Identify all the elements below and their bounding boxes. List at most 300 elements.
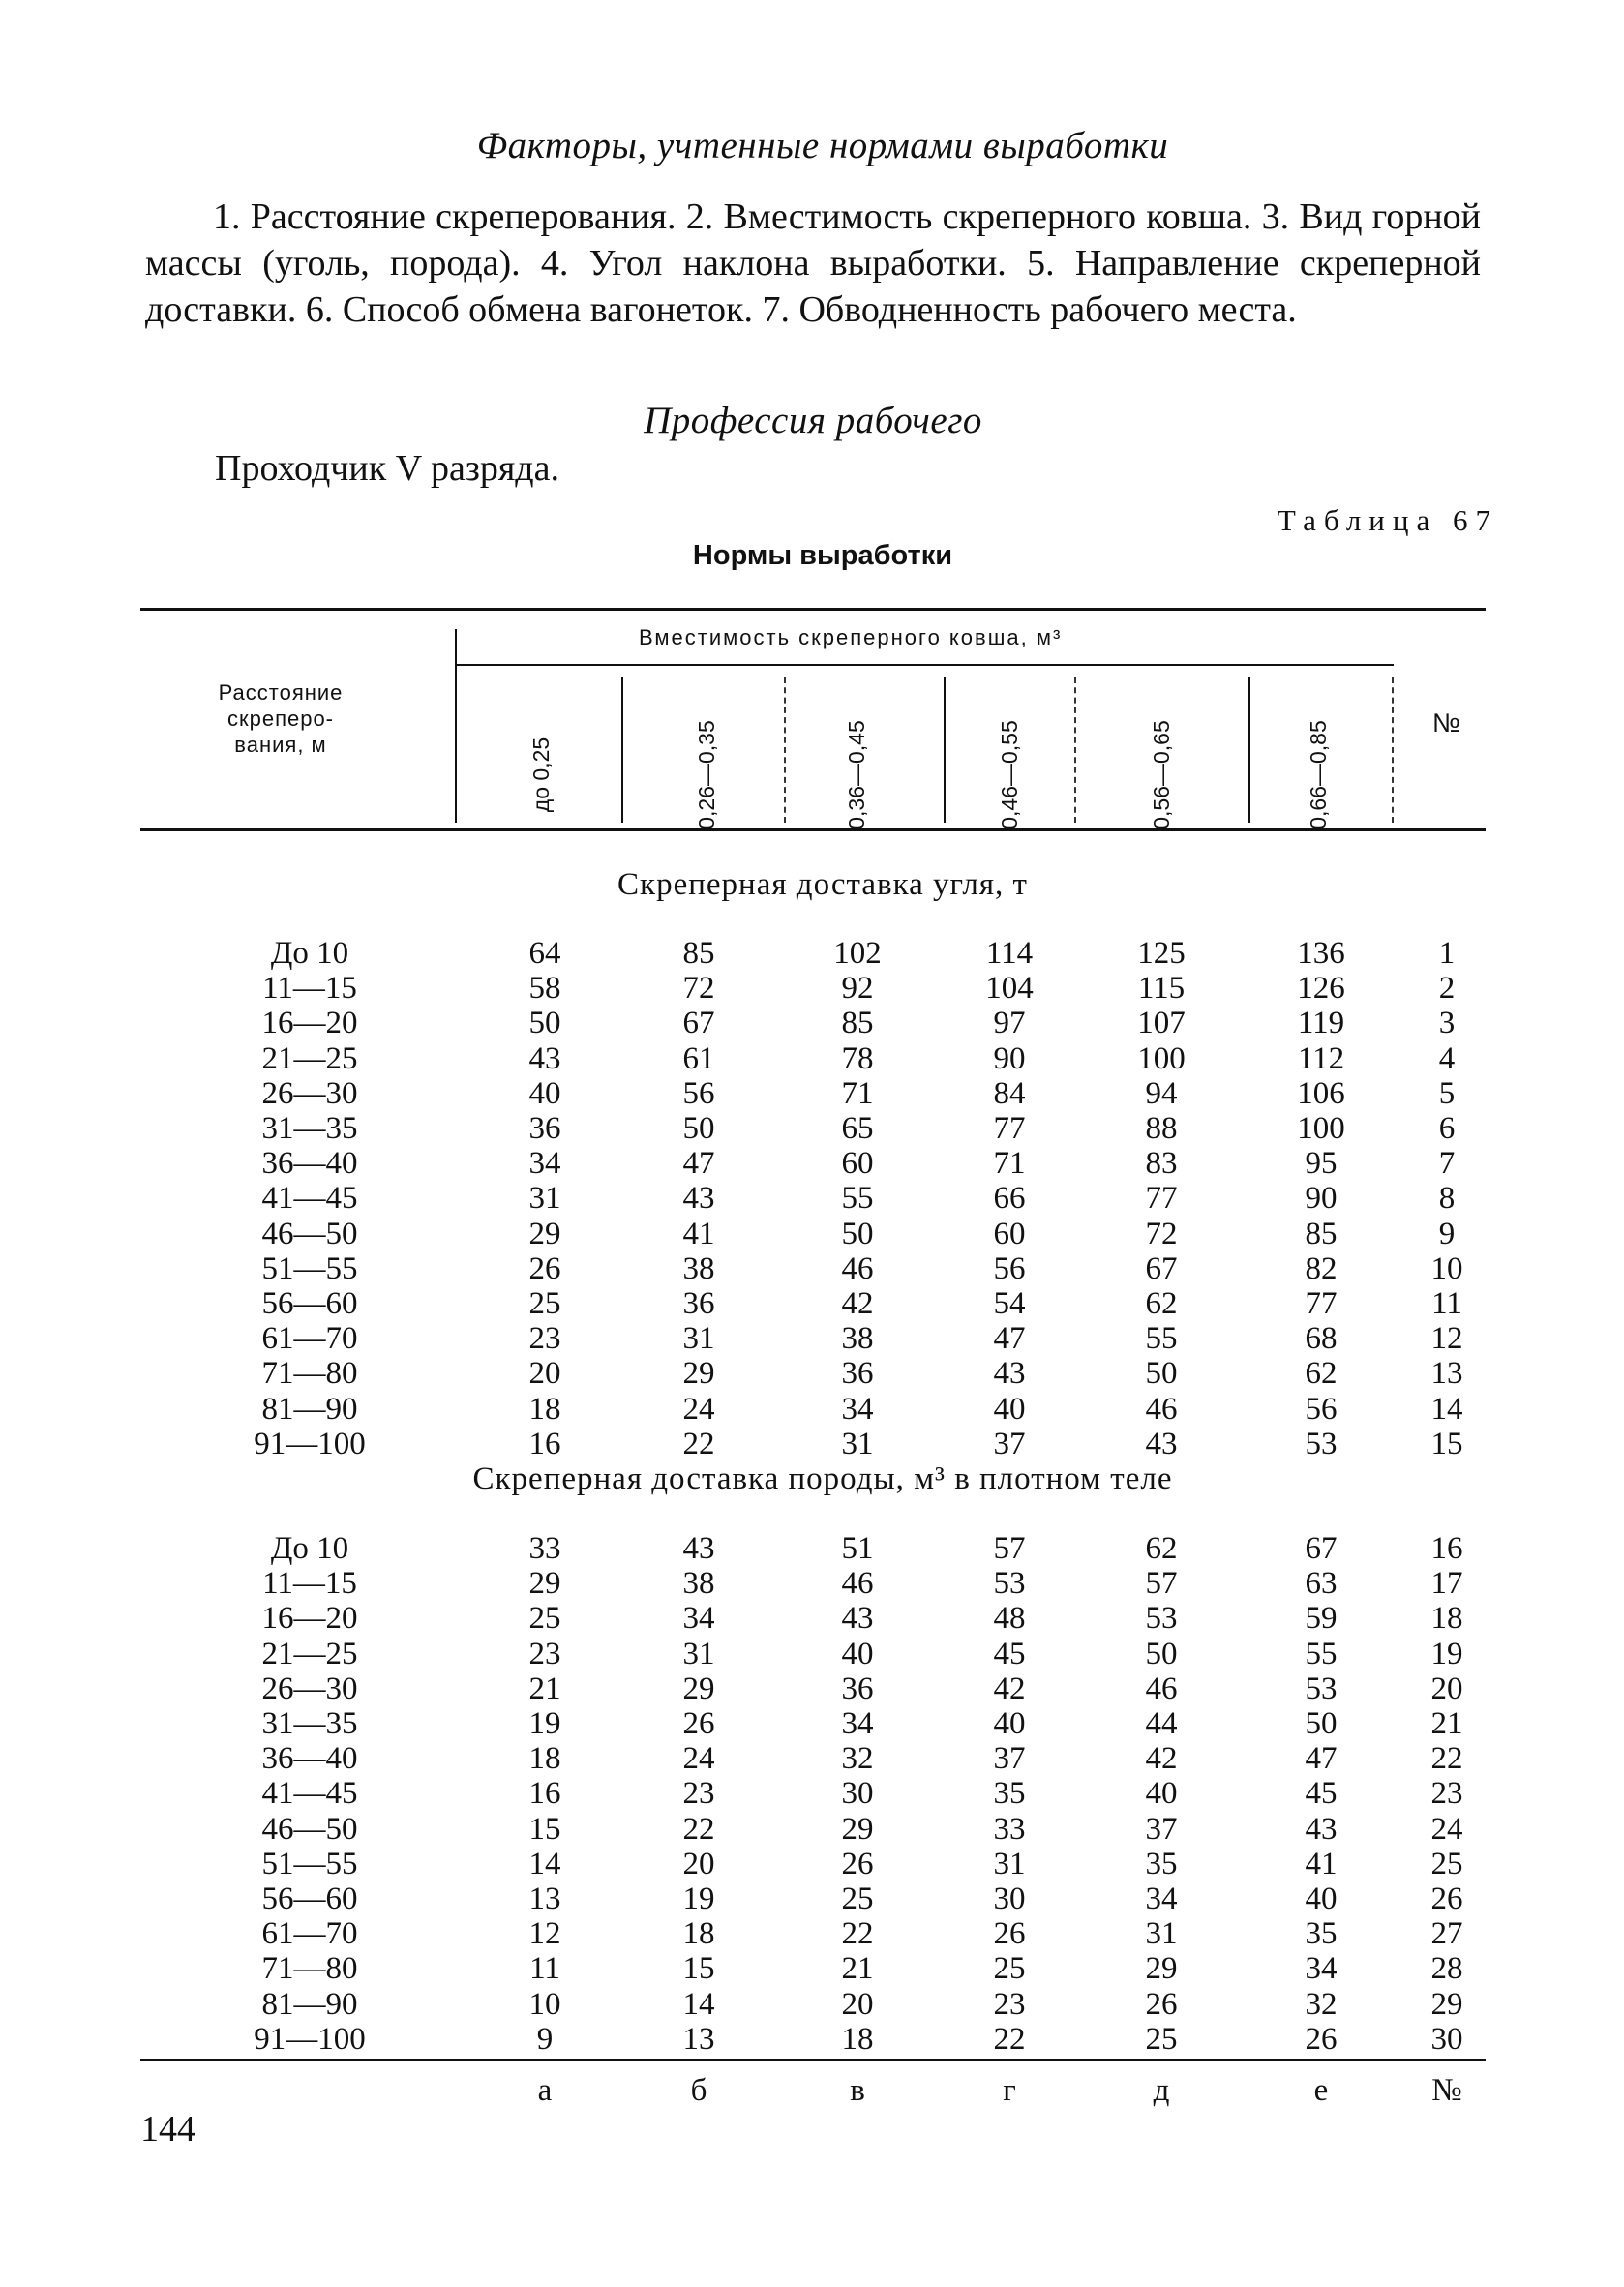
col-divider-c	[944, 677, 946, 823]
distance-cell: 16—20	[261, 1601, 358, 1637]
table-row	[0, 1776, 1624, 1811]
value-cell: 85	[1305, 1216, 1338, 1251]
value-cell: 26	[841, 1846, 874, 1881]
distance-cell: 31—35	[261, 1706, 358, 1741]
value-cell: 44	[1145, 1706, 1178, 1741]
distance-cell: 11—15	[262, 971, 357, 1007]
value-cell: 16	[528, 1776, 561, 1812]
row-number-cell: 27	[1430, 1916, 1463, 1952]
value-cell: 29	[1145, 1951, 1178, 1987]
value-cell: 42	[841, 1286, 874, 1321]
distance-cell: 41—45	[261, 1776, 358, 1812]
value-cell: 94	[1145, 1075, 1178, 1111]
value-cell: 9	[536, 2021, 554, 2057]
value-cell: 20	[841, 1986, 874, 2022]
header-bottom-rule	[140, 828, 1486, 831]
value-cell: 43	[993, 1356, 1026, 1392]
value-cell: 50	[1145, 1356, 1178, 1392]
value-cell: 19	[528, 1706, 561, 1741]
table-row	[0, 1741, 1624, 1776]
row-number-cell: 6	[1438, 1111, 1456, 1146]
distance-cell: 91—100	[254, 1426, 366, 1461]
table-row	[0, 1671, 1624, 1706]
value-cell: 57	[1145, 1566, 1178, 1602]
value-cell: 46	[1145, 1670, 1178, 1706]
row-number-cell: 30	[1430, 2021, 1463, 2057]
value-cell: 23	[528, 1321, 561, 1357]
distance-header-line-2: скреперо-	[226, 707, 335, 731]
value-cell: 14	[528, 1846, 561, 1881]
row-number-cell: 7	[1438, 1146, 1456, 1182]
value-cell: 85	[841, 1006, 874, 1041]
value-cell: 48	[993, 1601, 1026, 1637]
value-cell: 30	[993, 1881, 1026, 1916]
value-cell: 40	[1305, 1881, 1338, 1916]
value-cell: 46	[1145, 1391, 1178, 1427]
distance-cell: До 10	[270, 936, 349, 971]
value-cell: 36	[528, 1111, 561, 1146]
footer-letter-f: е	[1313, 2073, 1329, 2108]
value-cell: 65	[841, 1111, 874, 1146]
value-cell: 136	[1297, 936, 1345, 971]
value-cell: 107	[1137, 1006, 1186, 1041]
distance-cell: 56—60	[261, 1286, 358, 1321]
row-number-cell: 3	[1438, 1006, 1456, 1041]
value-cell: 71	[993, 1146, 1026, 1182]
value-cell: 83	[1145, 1146, 1178, 1182]
row-number-cell: 16	[1430, 1531, 1463, 1566]
table-row	[0, 1111, 1624, 1146]
page-number: 144	[140, 2109, 195, 2150]
footer-letter-a: а	[537, 2073, 553, 2108]
value-cell: 114	[985, 936, 1034, 971]
value-cell: 20	[528, 1356, 561, 1392]
table-row	[0, 1181, 1624, 1216]
value-cell: 56	[993, 1250, 1026, 1286]
value-cell: 90	[993, 1040, 1026, 1076]
value-cell: 18	[841, 2021, 874, 2057]
value-cell: 78	[841, 1040, 874, 1076]
value-cell: 119	[1297, 1006, 1345, 1041]
value-cell: 40	[528, 1075, 561, 1111]
value-cell: 15	[528, 1811, 561, 1847]
table-bottom-rule	[140, 2059, 1486, 2061]
distance-cell: 36—40	[261, 1146, 358, 1182]
table-row	[0, 1531, 1624, 1566]
worker-text: Проходчик V разряда.	[215, 448, 560, 489]
value-cell: 115	[1137, 971, 1186, 1007]
table-row	[0, 1076, 1624, 1111]
value-cell: 67	[1145, 1250, 1178, 1286]
value-cell: 18	[528, 1741, 561, 1777]
value-cell: 50	[1305, 1706, 1338, 1741]
row-number-cell: 12	[1430, 1321, 1463, 1357]
value-cell: 72	[1145, 1216, 1178, 1251]
value-cell: 50	[1145, 1636, 1178, 1671]
distance-cell: 61—70	[261, 1321, 358, 1357]
value-cell: 112	[1297, 1040, 1345, 1076]
table-row	[0, 1286, 1624, 1321]
value-cell: 24	[682, 1391, 715, 1427]
table-row	[0, 1356, 1624, 1391]
value-cell: 84	[993, 1075, 1026, 1111]
value-cell: 62	[1305, 1356, 1338, 1392]
row-number-cell: 9	[1438, 1216, 1456, 1251]
value-cell: 31	[682, 1321, 715, 1357]
row-number-cell: 22	[1430, 1741, 1463, 1777]
table-row	[0, 1601, 1624, 1636]
value-cell: 104	[985, 971, 1034, 1007]
distance-cell: До 10	[270, 1531, 349, 1566]
section-title-rock: Скреперная доставка породы, м³ в плотном теле	[472, 1461, 1173, 1496]
row-number-cell: 4	[1438, 1040, 1456, 1076]
value-cell: 40	[841, 1636, 874, 1671]
value-cell: 53	[1305, 1426, 1338, 1461]
capacity-header: Вместимость скреперного ковша, м³	[639, 625, 1063, 649]
value-cell: 77	[1305, 1286, 1338, 1321]
value-cell: 18	[682, 1916, 715, 1952]
capacity-col-e-label: 0,56—0,65	[1148, 719, 1174, 829]
value-cell: 72	[682, 971, 715, 1007]
footer-number: №	[1431, 2073, 1462, 2108]
footer-letter-e: д	[1153, 2073, 1170, 2108]
row-number-cell: 23	[1430, 1776, 1463, 1812]
distance-cell: 71—80	[261, 1951, 358, 1987]
table-row	[0, 1217, 1624, 1251]
footer-letter-b: б	[690, 2073, 707, 2108]
value-cell: 43	[1305, 1811, 1338, 1847]
value-cell: 41	[682, 1216, 715, 1251]
value-cell: 29	[528, 1566, 561, 1602]
row-number-cell: 21	[1430, 1706, 1463, 1741]
value-cell: 43	[682, 1181, 715, 1217]
footer-letter-c: в	[850, 2073, 865, 2108]
value-cell: 43	[682, 1531, 715, 1566]
row-number-cell: 15	[1430, 1426, 1463, 1461]
value-cell: 36	[841, 1670, 874, 1706]
value-cell: 90	[1305, 1181, 1338, 1217]
value-cell: 33	[528, 1531, 561, 1566]
distance-cell: 16—20	[261, 1006, 358, 1041]
value-cell: 59	[1305, 1601, 1338, 1637]
value-cell: 77	[993, 1111, 1026, 1146]
value-cell: 85	[682, 936, 715, 971]
value-cell: 43	[528, 1040, 561, 1076]
value-cell: 38	[682, 1566, 715, 1602]
value-cell: 32	[841, 1741, 874, 1777]
value-cell: 56	[682, 1075, 715, 1111]
col-divider-d	[1074, 677, 1076, 823]
number-header: №	[1432, 708, 1460, 737]
distance-cell: 51—55	[261, 1846, 358, 1881]
value-cell: 26	[993, 1916, 1026, 1952]
value-cell: 40	[1145, 1776, 1178, 1812]
row-number-cell: 24	[1430, 1811, 1463, 1847]
distance-cell: 21—25	[261, 1636, 358, 1671]
value-cell: 36	[682, 1286, 715, 1321]
value-cell: 43	[1145, 1426, 1178, 1461]
value-cell: 55	[1145, 1321, 1178, 1357]
value-cell: 47	[1305, 1741, 1338, 1777]
value-cell: 41	[1305, 1846, 1338, 1881]
value-cell: 11	[529, 1951, 560, 1987]
value-cell: 37	[1145, 1811, 1178, 1847]
distance-cell: 46—50	[261, 1811, 358, 1847]
value-cell: 35	[993, 1776, 1026, 1812]
distance-cell: 36—40	[261, 1741, 358, 1777]
capacity-underline	[455, 664, 1394, 666]
distance-cell: 81—90	[261, 1391, 358, 1427]
value-cell: 56	[1305, 1391, 1338, 1427]
distance-cell: 51—55	[261, 1250, 358, 1286]
value-cell: 63	[1305, 1566, 1338, 1602]
table-label: Таблица 67	[1277, 503, 1498, 537]
value-cell: 43	[841, 1601, 874, 1637]
value-cell: 125	[1137, 936, 1186, 971]
value-cell: 57	[993, 1531, 1026, 1566]
value-cell: 126	[1297, 971, 1345, 1007]
value-cell: 106	[1297, 1075, 1345, 1111]
table-row	[0, 1637, 1624, 1671]
value-cell: 55	[1305, 1636, 1338, 1671]
value-cell: 34	[1145, 1881, 1178, 1916]
capacity-col-d-label: 0,46—0,55	[996, 719, 1022, 829]
value-cell: 26	[1145, 1986, 1178, 2022]
value-cell: 19	[682, 1881, 715, 1916]
value-cell: 60	[993, 1216, 1026, 1251]
value-cell: 45	[1305, 1776, 1338, 1812]
value-cell: 34	[1305, 1951, 1338, 1987]
value-cell: 95	[1305, 1146, 1338, 1182]
value-cell: 88	[1145, 1111, 1178, 1146]
value-cell: 12	[528, 1916, 561, 1952]
row-number-cell: 14	[1430, 1391, 1463, 1427]
table-row	[0, 1392, 1624, 1427]
value-cell: 34	[528, 1146, 561, 1182]
value-cell: 53	[1305, 1670, 1338, 1706]
value-cell: 31	[528, 1181, 561, 1217]
value-cell: 58	[528, 971, 561, 1007]
value-cell: 23	[682, 1776, 715, 1812]
value-cell: 40	[993, 1391, 1026, 1427]
footer-row	[0, 2073, 1624, 2112]
value-cell: 10	[528, 1986, 561, 2022]
capacity-col-c-label: 0,36—0,45	[843, 719, 869, 829]
table-row	[0, 936, 1624, 971]
row-number-cell: 25	[1430, 1846, 1463, 1881]
value-cell: 50	[682, 1111, 715, 1146]
value-cell: 29	[682, 1356, 715, 1392]
distance-cell: 56—60	[261, 1881, 358, 1916]
value-cell: 66	[993, 1181, 1026, 1217]
value-cell: 34	[682, 1601, 715, 1637]
value-cell: 18	[528, 1391, 561, 1427]
col-divider-a	[621, 677, 623, 823]
value-cell: 13	[682, 2021, 715, 2057]
table-row	[0, 1321, 1624, 1356]
distance-header-line-1: Расстояние	[218, 680, 344, 705]
value-cell: 53	[1145, 1601, 1178, 1637]
value-cell: 54	[993, 1286, 1026, 1321]
value-cell: 32	[1305, 1986, 1338, 2022]
value-cell: 25	[1145, 2021, 1178, 2057]
table-row	[0, 1566, 1624, 1601]
table-row	[0, 1706, 1624, 1741]
value-cell: 25	[528, 1601, 561, 1637]
value-cell: 34	[841, 1391, 874, 1427]
distance-cell: 21—25	[261, 1040, 358, 1076]
value-cell: 64	[528, 936, 561, 971]
value-cell: 82	[1305, 1250, 1338, 1286]
value-cell: 15	[682, 1951, 715, 1987]
value-cell: 21	[528, 1670, 561, 1706]
value-cell: 37	[993, 1741, 1026, 1777]
row-number-cell: 18	[1430, 1601, 1463, 1637]
value-cell: 46	[841, 1566, 874, 1602]
value-cell: 35	[1305, 1916, 1338, 1952]
value-cell: 29	[528, 1216, 561, 1251]
table-row	[0, 1006, 1624, 1040]
value-cell: 26	[1305, 2021, 1338, 2057]
value-cell: 34	[841, 1706, 874, 1741]
value-cell: 47	[682, 1146, 715, 1182]
table-row	[0, 1041, 1624, 1076]
table-row	[0, 2022, 1624, 2057]
value-cell: 102	[833, 936, 882, 971]
value-cell: 46	[841, 1250, 874, 1286]
value-cell: 26	[528, 1250, 561, 1286]
value-cell: 13	[528, 1881, 561, 1916]
value-cell: 37	[993, 1426, 1026, 1461]
value-cell: 23	[528, 1636, 561, 1671]
value-cell: 38	[841, 1321, 874, 1357]
factors-text: 1. Расстояние скреперования. 2. Вместимость скреперного ковша. 3. Вид горной массы (уголь, порода). 4. Угол наклона выработки. 5. Направление скреперной доставки. 6. Способ обмена вагонеток. 7. Обводненность рабочего места.	[145, 196, 1481, 330]
col-divider-f	[1392, 677, 1394, 823]
row-number-cell: 5	[1438, 1075, 1456, 1111]
value-cell: 31	[682, 1636, 715, 1671]
value-cell: 71	[841, 1075, 874, 1111]
capacity-col-b-label: 0,26—0,35	[693, 719, 719, 829]
value-cell: 23	[993, 1986, 1026, 2022]
value-cell: 14	[682, 1986, 715, 2022]
value-cell: 42	[993, 1670, 1026, 1706]
value-cell: 25	[993, 1951, 1026, 1987]
value-cell: 22	[682, 1811, 715, 1847]
value-cell: 45	[993, 1636, 1026, 1671]
value-cell: 22	[993, 2021, 1026, 2057]
table-row	[0, 1251, 1624, 1286]
value-cell: 55	[841, 1181, 874, 1217]
value-cell: 31	[841, 1426, 874, 1461]
value-cell: 67	[1305, 1531, 1338, 1566]
table-row	[0, 1146, 1624, 1181]
value-cell: 61	[682, 1040, 715, 1076]
value-cell: 60	[841, 1146, 874, 1182]
distance-cell: 11—15	[262, 1566, 357, 1602]
row-number-cell: 10	[1430, 1250, 1463, 1286]
table-top-rule	[140, 608, 1486, 611]
capacity-col-f-label: 0,66—0,85	[1305, 719, 1331, 829]
row-number-cell: 17	[1430, 1566, 1463, 1602]
distance-cell: 41—45	[261, 1181, 358, 1217]
distance-cell: 46—50	[261, 1216, 358, 1251]
row-number-cell: 26	[1430, 1881, 1463, 1916]
table-row	[0, 1812, 1624, 1847]
value-cell: 40	[993, 1706, 1026, 1741]
distance-header-line-3: вания, м	[234, 733, 327, 757]
distance-cell: 26—30	[261, 1075, 358, 1111]
value-cell: 30	[841, 1776, 874, 1812]
col-divider-b	[784, 677, 786, 823]
row-number-cell: 13	[1430, 1356, 1463, 1392]
table-row	[0, 1847, 1624, 1881]
value-cell: 29	[841, 1811, 874, 1847]
value-cell: 22	[841, 1916, 874, 1952]
value-cell: 50	[841, 1216, 874, 1251]
value-cell: 50	[528, 1006, 561, 1041]
distance-cell: 81—90	[261, 1986, 358, 2022]
row-number-cell: 11	[1431, 1286, 1462, 1321]
factors-title: Факторы, учтенные нормами выработки	[476, 125, 1169, 166]
table-row	[0, 1427, 1624, 1461]
value-cell: 53	[993, 1566, 1026, 1602]
capacity-col-a-label: до 0,25	[528, 737, 555, 812]
value-cell: 68	[1305, 1321, 1338, 1357]
table-row	[0, 1881, 1624, 1916]
distance-cell: 61—70	[261, 1916, 358, 1952]
value-cell: 51	[841, 1531, 874, 1566]
table-row	[0, 1916, 1624, 1951]
value-cell: 21	[841, 1951, 874, 1987]
row-number-cell: 8	[1438, 1181, 1456, 1217]
value-cell: 42	[1145, 1741, 1178, 1777]
value-cell: 24	[682, 1741, 715, 1777]
value-cell: 97	[993, 1006, 1026, 1041]
value-cell: 25	[528, 1286, 561, 1321]
value-cell: 26	[682, 1706, 715, 1741]
value-cell: 47	[993, 1321, 1026, 1357]
table-row	[0, 971, 1624, 1006]
value-cell: 35	[1145, 1846, 1178, 1881]
value-cell: 62	[1145, 1286, 1178, 1321]
value-cell: 20	[682, 1846, 715, 1881]
row-number-cell: 1	[1438, 936, 1456, 971]
value-cell: 38	[682, 1250, 715, 1286]
profession-title: Профессия рабочего	[644, 400, 982, 441]
value-cell: 29	[682, 1670, 715, 1706]
table-title: Нормы выработки	[692, 540, 953, 571]
value-cell: 67	[682, 1006, 715, 1041]
distance-cell: 71—80	[261, 1356, 358, 1392]
distance-header	[194, 679, 368, 758]
value-cell: 36	[841, 1356, 874, 1392]
footer-letter-d: г	[1003, 2073, 1016, 2108]
value-cell: 77	[1145, 1181, 1178, 1217]
value-cell: 31	[1145, 1916, 1178, 1952]
row-number-cell: 19	[1430, 1636, 1463, 1671]
table-row	[0, 1987, 1624, 2022]
col-divider-e	[1248, 677, 1250, 823]
value-cell: 92	[841, 971, 874, 1007]
value-cell: 62	[1145, 1531, 1178, 1566]
value-cell: 31	[993, 1846, 1026, 1881]
section-title-coal: Скреперная доставка угля, т	[617, 867, 1028, 902]
factors-paragraph	[145, 194, 1481, 333]
row-number-cell: 2	[1438, 971, 1456, 1007]
col-divider-distance	[455, 629, 457, 823]
row-number-cell: 28	[1430, 1951, 1463, 1987]
value-cell: 25	[841, 1881, 874, 1916]
